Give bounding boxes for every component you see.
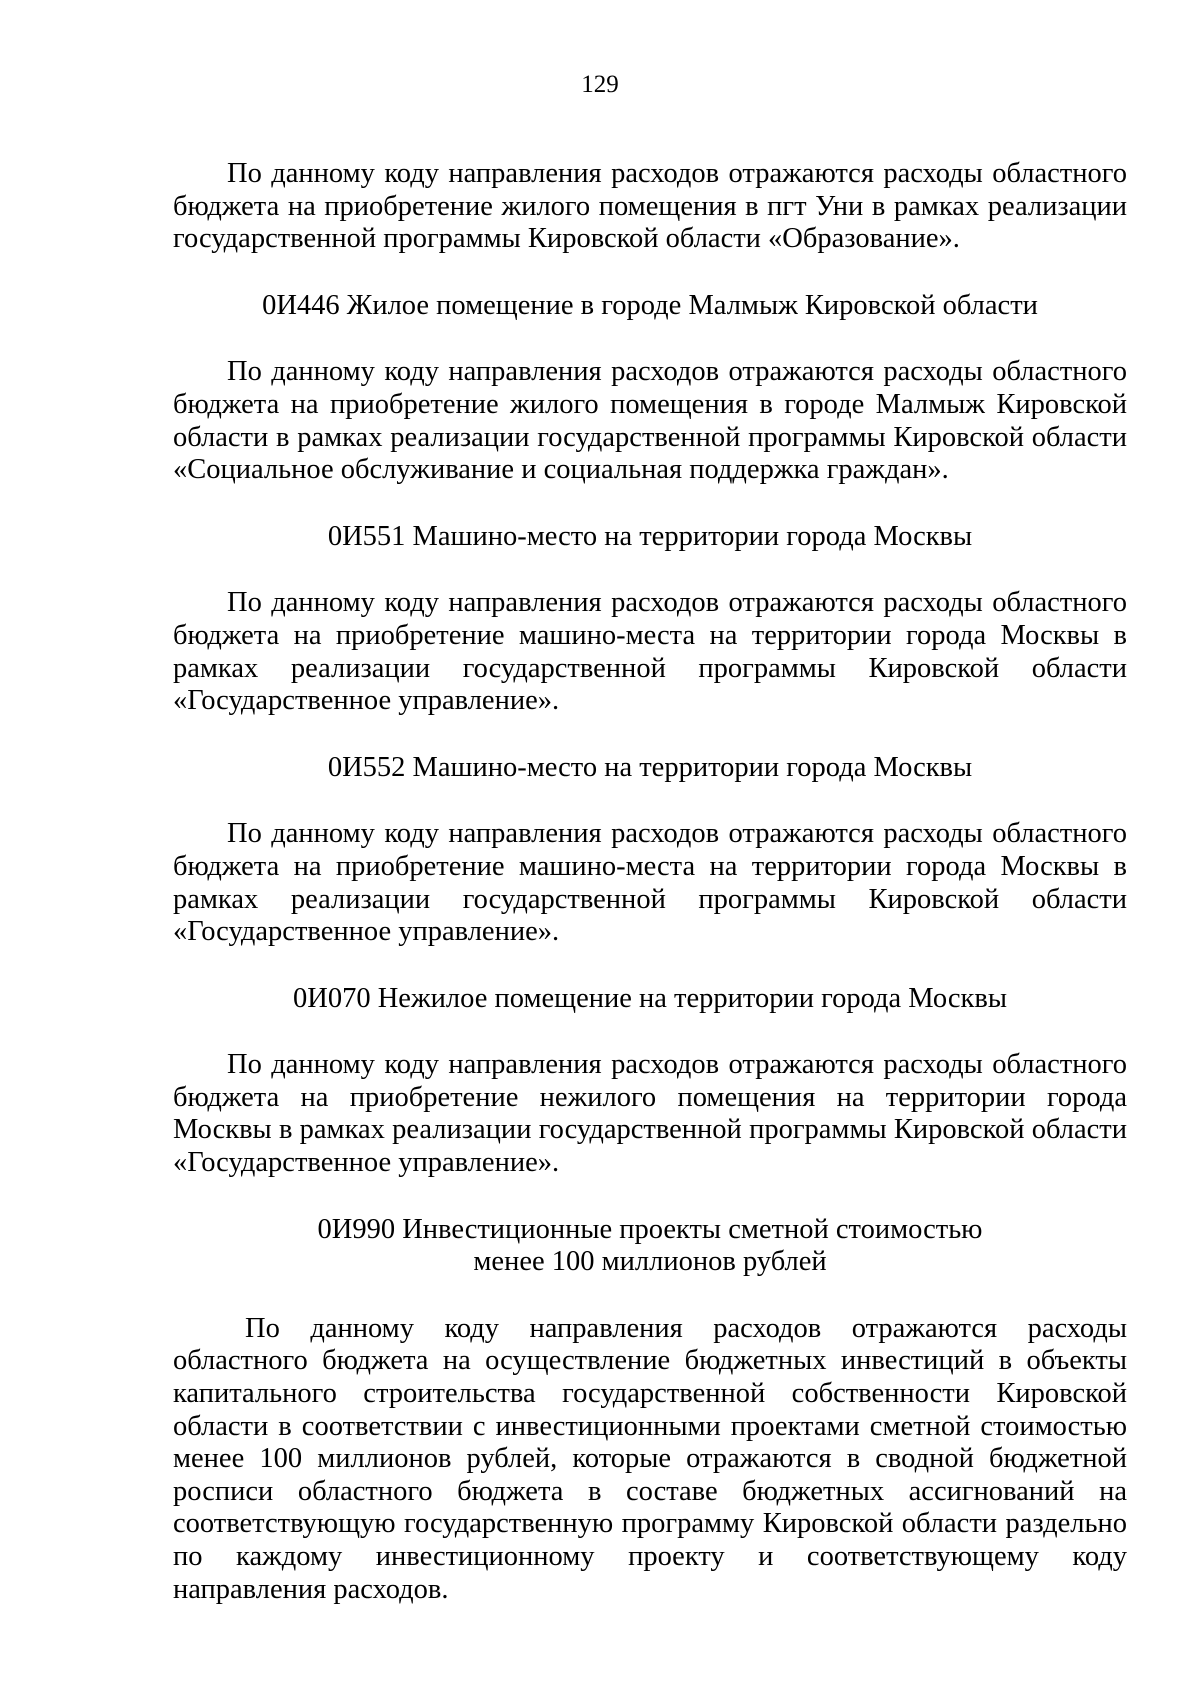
heading-0i990-line-2: менее 100 миллионов рублей xyxy=(473,1246,827,1278)
page-number: 129 xyxy=(581,71,619,98)
paragraph-0i990: По данному коду направления расходов отражаются расходы областного бюджета на осуществление бюджетных инвестиций в объекты капитального строительства государственной собственности Кировской области в соответствии с инвестиционными проектами сметной стоимостью менее 100 миллионов рублей, которые отражаются в сводной бюджетной росписи областного бюджета в составе бюджетных ассигнований на соответствующую государственную программу Кировской области раздельно по каждому инвестиционному проекту и соответствующему коду направления расходов. xyxy=(173,1312,1127,1605)
paragraph-0i446: По данному коду направления расходов отражаются расходы областного бюджета на приобретение жилого помещения в городе Малмыж Кировской области в рамках реализации государственной программы Кировской области «Социальное обслуживание и социальная поддержка граждан». xyxy=(173,356,1127,486)
heading-0i070: 0И070 Нежилое помещение на территории города Москвы xyxy=(293,982,1007,1014)
heading-0i990-line-1: 0И990 Инвестиционные проекты сметной стоимостью xyxy=(317,1213,983,1245)
paragraph-0i551: По данному коду направления расходов отражаются расходы областного бюджета на приобретение машино-места на территории города Москвы в рамках реализации государственной программы Кировской области «Государственное управление». xyxy=(173,587,1127,717)
paragraph-0i070: По данному коду направления расходов отражаются расходы областного бюджета на приобретение нежилого помещения на территории города Москвы в рамках реализации государственной программы Кировской области «Государственное управление». xyxy=(173,1049,1127,1179)
heading-0i551: 0И551 Машино-место на территории города Москвы xyxy=(327,520,973,552)
document-body xyxy=(173,158,1127,1606)
paragraph-0i552: По данному коду направления расходов отражаются расходы областного бюджета на приобретение машино-места на территории города Москвы в рамках реализации государственной программы Кировской области «Государственное управление». xyxy=(173,818,1127,948)
paragraph-uni-housing: По данному коду направления расходов отражаются расходы областного бюджета на приобретение жилого помещения в пгт Уни в рамках реализации государственной программы Кировской области «Образование». xyxy=(173,158,1127,255)
heading-0i990 xyxy=(173,1214,1127,1279)
heading-0i446: 0И446 Жилое помещение в городе Малмыж Кировской области xyxy=(262,289,1038,321)
heading-0i552: 0И552 Машино-место на территории города Москвы xyxy=(327,751,973,783)
